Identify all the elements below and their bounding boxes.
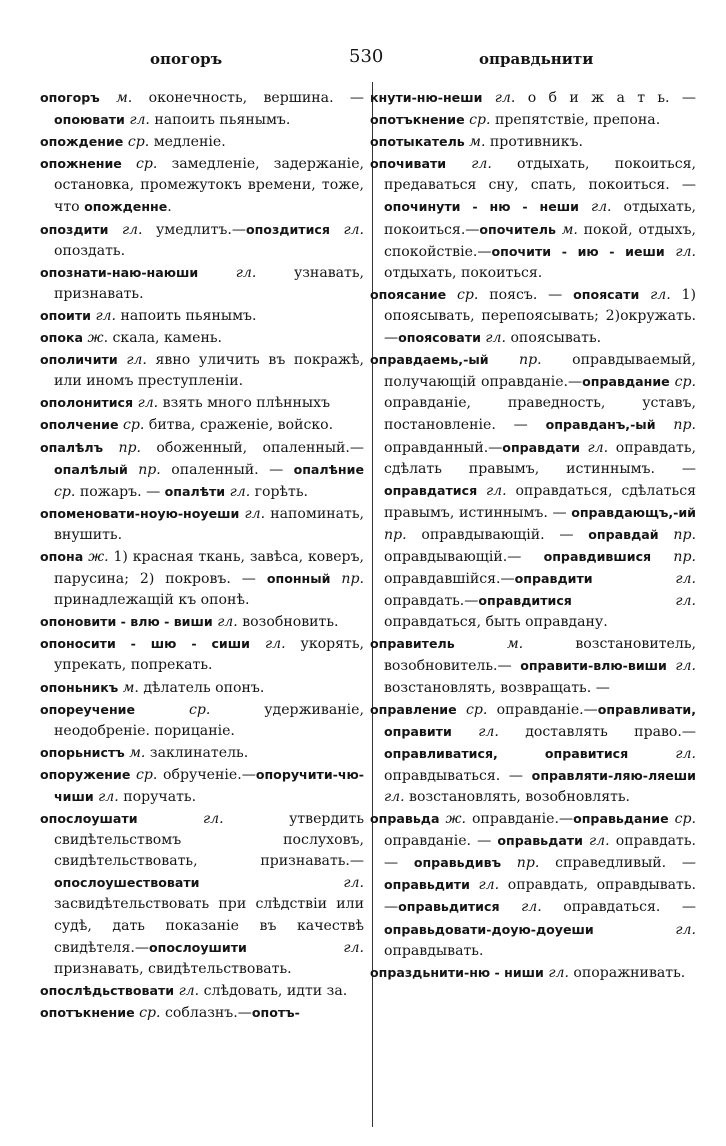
grammar-label: гл. — [675, 571, 696, 588]
grammar-label: ср. — [54, 483, 76, 500]
grammar-label: гл. — [235, 264, 257, 281]
headword: опожнение — [40, 156, 122, 172]
definition-text — [135, 702, 189, 718]
grammar-label: ср. — [139, 1004, 161, 1021]
definition-text: отдыхать, покоиться. — [384, 264, 543, 281]
dictionary-entry — [40, 633, 364, 676]
grammar-label: гл. — [343, 221, 365, 238]
dictionary-entry — [370, 349, 696, 633]
definition-text: оправдывать. — [384, 942, 484, 959]
subentry-word: оправьдити — [384, 877, 470, 893]
definition-text: покой, отдыхъ, спокойствіе.— — [384, 221, 696, 260]
grammar-label: гл. — [126, 352, 147, 369]
grammar-label: гл. — [343, 875, 364, 892]
headword: опона — [40, 548, 84, 564]
grammar-label: гл. — [129, 112, 150, 129]
subentry-word: опонный — [266, 571, 331, 587]
definition-text: битва, сраженіе, войско. — [144, 417, 334, 434]
grammar-label: гл. — [343, 939, 364, 956]
definition-text: горѣть. — [250, 483, 309, 500]
subentry-word: оправьдитися — [398, 899, 500, 915]
dictionary-entry — [40, 305, 364, 327]
subentry-word: опослоушити — [148, 939, 247, 955]
subentry-word: опоювати — [54, 112, 125, 128]
dictionary-entry — [40, 699, 364, 742]
running-head-right: оправдьнити — [479, 50, 594, 68]
subentry-word: опоручити-чю-чиши — [54, 766, 364, 804]
dictionary-entry — [370, 699, 696, 808]
dictionary-entry — [40, 611, 364, 633]
definition-text — [247, 940, 344, 956]
definition-text: взять много плѣнныхъ — [158, 395, 331, 412]
subentry-word: оправити-влю-виши — [520, 658, 667, 674]
grammar-label: ср. — [188, 701, 211, 718]
dictionary-entry — [40, 349, 364, 392]
subentry-word: оправдившися — [543, 548, 652, 564]
grammar-label: гл. — [521, 899, 542, 916]
dictionary-entry — [370, 284, 696, 349]
subentry-word: опоясовати — [398, 330, 481, 346]
definition-text: возстановитель, возобновитель.— — [384, 636, 696, 675]
grammar-label: ж. — [87, 330, 109, 347]
subentry-word: оправьдати — [497, 833, 583, 849]
dictionary-entry — [370, 962, 696, 984]
grammar-label: ср. — [136, 156, 158, 173]
subentry-word: опоздитися — [245, 221, 330, 237]
definition-text: оконечность, вершина. — — [132, 90, 364, 106]
definition-text — [594, 922, 676, 938]
definition-text: утвердить свидѣтельствомъ послуховъ, свидѣтельствовать, признавать.— — [54, 811, 364, 870]
definition-text: о б и ж а т ь. — — [515, 90, 696, 106]
subentry-word: опалѣти — [164, 483, 226, 499]
grammar-label: гл. — [217, 614, 238, 631]
definition-text: оправданіе.— — [487, 701, 598, 718]
definition-text: оправдываемый, получающій оправданіе.— — [384, 352, 696, 391]
definition-text: пожаръ. — — [75, 483, 165, 500]
grammar-label: пр. — [118, 439, 142, 456]
definition-text: заклинатель. — [145, 744, 249, 761]
definition-text — [572, 593, 676, 609]
dictionary-entry — [370, 87, 696, 131]
subentry-word: оправдити — [514, 571, 593, 587]
subentry-word: опотъ- — [251, 1004, 300, 1020]
definition-text — [100, 90, 116, 106]
dictionary-entry — [40, 327, 364, 349]
grammar-label: ср. — [122, 417, 145, 434]
dictionary-entry — [40, 153, 364, 218]
definition-text — [639, 287, 650, 303]
definition-text — [199, 875, 343, 891]
grammar-label: гл. — [95, 307, 117, 324]
definition-text: опоясывать. — [505, 330, 602, 347]
dictionary-entry — [370, 131, 696, 153]
definition-text — [330, 222, 343, 238]
definition-text: оправдать.— — [384, 593, 479, 610]
grammar-label: гл. — [244, 505, 266, 522]
headword: опалѣлъ — [40, 439, 104, 455]
grammar-label: гл. — [587, 439, 609, 456]
grammar-label: гл. — [650, 286, 671, 303]
grammar-label: гл. — [548, 964, 569, 981]
headword: опотъкнение — [40, 1004, 135, 1020]
headword: опоносити - шю - сиши — [40, 636, 250, 652]
grammar-label: м. — [561, 221, 578, 238]
headword: опорьнистъ — [40, 744, 125, 760]
grammar-label: ср. — [469, 112, 491, 129]
headword: оправитель — [370, 636, 455, 652]
grammar-label: гл. — [478, 723, 499, 740]
definition-text: оправдаться, сдѣлаться правымъ, истиннымъ. — — [384, 482, 697, 521]
headword: опотыкатель — [370, 134, 465, 150]
definition-text — [665, 244, 676, 260]
subentry-word: оправливатися, оправитися — [384, 745, 629, 761]
grammar-label: ср. — [674, 374, 697, 391]
definition-text: 1) опоясывать, перепоясывать; 2)окружать.— — [384, 286, 697, 347]
definition-text — [446, 287, 457, 303]
definition-text: оправдывающій.— — [384, 548, 544, 565]
dictionary-entry — [40, 742, 364, 764]
definition-text: удерживаніе, неодобреніе. порицаніе. — [54, 701, 364, 739]
grammar-label: гл. — [98, 789, 119, 805]
left-column — [40, 87, 364, 1024]
subentry-word: опотъкнение — [370, 112, 465, 128]
dictionary-entry — [40, 87, 364, 131]
grammar-label: м. — [129, 744, 146, 761]
definition-text: оправдывающій. — — [406, 526, 589, 543]
grammar-label: м. — [506, 636, 524, 653]
definition-text — [628, 746, 675, 762]
definition-text — [659, 527, 674, 543]
grammar-label: гл. — [589, 833, 610, 850]
headword: опоружение — [40, 766, 131, 782]
subentry-word: опоясати — [573, 286, 640, 302]
grammar-label: гл. — [675, 243, 696, 260]
headword: опореучение — [40, 701, 136, 717]
headword: опраздьнити-ню - ниши — [370, 964, 544, 980]
definition-text — [446, 156, 471, 172]
definition-text: отдыхать, покоиться, предаваться сну, спать, покоиться. — — [384, 156, 696, 194]
definition-text: возстановлять, возобновлять. — [404, 789, 631, 805]
subentry-word: опожденне — [84, 199, 168, 215]
headword: опоновити - влю - виши — [40, 614, 213, 630]
grammar-label: гл. — [675, 921, 696, 938]
subentry-word: оправдатися — [384, 482, 478, 498]
headword: ополчение — [40, 417, 119, 433]
grammar-label: гл. — [590, 199, 612, 216]
grammar-label: ср. — [127, 134, 150, 151]
definition-text — [489, 352, 520, 368]
dictionary-entry — [40, 219, 364, 262]
definition-text: признавать, свидѣтельствовать. — [54, 960, 292, 977]
definition-text — [138, 811, 203, 827]
headword: опослоушати — [40, 811, 138, 827]
definition-text: оправдаться. — — [541, 899, 697, 916]
dictionary-entry — [40, 764, 364, 808]
definition-text — [477, 483, 486, 499]
dictionary-entry — [40, 677, 364, 699]
definition-text: опоражнивать. — [568, 964, 686, 981]
definition-text — [198, 265, 236, 281]
headword: ополонитися — [40, 395, 134, 411]
dictionary-entry — [40, 437, 364, 503]
definition-text: возстановлять, возвращать. — — [384, 679, 610, 696]
dictionary-entry — [370, 153, 696, 284]
subentry-word: опалѣлый — [54, 461, 128, 477]
grammar-label: пр. — [673, 526, 696, 543]
subentry-word: оправливати, оправити — [384, 701, 696, 739]
grammar-label: гл. — [384, 789, 405, 805]
definition-text — [103, 440, 118, 456]
grammar-label: гл. — [675, 658, 696, 675]
definition-text: обрученіе.— — [157, 766, 256, 783]
subentry-word: опослоушествовати — [54, 875, 200, 891]
definition-text: засвидѣтельствовать при слѣдствіи или судѣ, дать показаніе въ качествѣ свидѣтеля.— — [54, 896, 364, 956]
subentry-word: опочитель — [479, 221, 556, 237]
headword: опослѣдьствовати — [40, 982, 175, 998]
definition-text: препятствіе, препона. — [490, 112, 661, 129]
definition-text: явно уличить въ покражѣ, или иномъ преступленіи. — [54, 352, 364, 390]
definition-text: оправдавшійся.— — [384, 571, 515, 588]
grammar-label: ср. — [136, 766, 158, 783]
grammar-label: ср. — [456, 286, 479, 303]
grammar-label: пр. — [341, 571, 365, 588]
subentry-word: оправдай — [588, 526, 659, 542]
grammar-label: ж. — [445, 811, 466, 828]
headword: оправьда — [370, 811, 440, 827]
grammar-label: гл. — [229, 483, 251, 500]
definition-text — [128, 462, 138, 478]
dictionary-entry — [40, 980, 364, 1002]
definition-text — [500, 899, 522, 915]
page-number: 530 — [349, 46, 384, 67]
headword: опока — [40, 330, 84, 346]
page-header — [0, 40, 726, 80]
definition-text — [455, 636, 507, 652]
dictionary-entry — [40, 808, 364, 980]
definition-text: поясъ. — — [478, 286, 574, 303]
grammar-label: пр. — [516, 855, 540, 872]
grammar-label: пр. — [138, 461, 161, 478]
dictionary-entry — [40, 392, 364, 414]
definition-text — [501, 855, 517, 871]
subentry-word: оправданъ,-ый — [545, 417, 656, 433]
definition-text: соблазнъ.— — [160, 1004, 252, 1021]
headword: опочивати — [370, 156, 447, 172]
definition-text: скала, камень. — [108, 330, 223, 347]
grammar-label: ср. — [674, 811, 697, 828]
definition-text: оправданіе.— — [465, 811, 574, 828]
definition-text: слѣдовать, идти за. — [199, 982, 348, 999]
definition-text: принадлежащій къ опонѣ. — [54, 592, 250, 609]
subentry-word: кнути-ню-неши — [370, 90, 483, 105]
grammar-label: гл. — [203, 811, 224, 828]
subentry-word: опочинути - ню - неши — [384, 199, 579, 215]
definition-text: обоженный, опаленный.— — [141, 439, 364, 456]
headword: опоясание — [370, 286, 447, 302]
definition-text: оправдать, оправдывать.— — [384, 877, 696, 916]
definition-text: противникъ. — [485, 134, 583, 151]
grammar-label: пр. — [519, 352, 542, 369]
definition-text: напоить пьянымъ. — [116, 307, 257, 324]
definition-text: напоминать, внушить. — [54, 505, 364, 543]
subentry-word: опочити - ию - иеши — [491, 243, 665, 259]
subentry-word: оправьдовати-доую-доуеши — [384, 921, 594, 937]
headword: опознати-наю-наюши — [40, 264, 199, 280]
subentry-word: оправдающъ,-ий — [571, 504, 696, 520]
subentry-word: оправдати — [502, 439, 580, 455]
dictionary-entry — [40, 503, 364, 546]
dictionary-entry — [40, 262, 364, 305]
headword: оправдаемь,-ый — [370, 352, 489, 368]
definition-text: медленіе. — [149, 134, 226, 151]
definition-text — [250, 636, 265, 652]
subentry-word: опалѣние — [293, 461, 364, 477]
grammar-label: гл. — [178, 982, 200, 999]
grammar-label: гл. — [478, 877, 500, 894]
definition-text: 1) красная ткань, завѣса, коверъ, парусина; 2) покровъ. — — [54, 548, 365, 588]
definition-text: оправдать. — — [384, 833, 696, 872]
grammar-label: пр. — [673, 548, 696, 565]
definition-text — [482, 90, 494, 106]
definition-text: возобновить. — [237, 614, 339, 631]
definition-text: замедленіе, задержаніе, остановка, промежутокъ времени, тоже, что — [54, 156, 365, 216]
definition-text: дѣлатель опонъ. — [138, 679, 265, 696]
definition-text — [457, 702, 466, 718]
dictionary-entry — [40, 131, 364, 153]
headword: опогоръ — [40, 90, 100, 105]
grammar-label: м. — [122, 679, 139, 696]
grammar-label: гл. — [486, 482, 507, 499]
grammar-label: гл. — [471, 156, 492, 173]
definition-text: опаленный. — — [160, 461, 294, 478]
headword: опождение — [40, 134, 124, 150]
grammar-label: гл. — [485, 330, 506, 347]
subentry-word: оправьдивъ — [413, 855, 502, 871]
headword: опоздити — [40, 221, 109, 237]
headword: опоити — [40, 307, 91, 323]
right-column — [370, 87, 696, 984]
grammar-label: гл. — [264, 636, 286, 653]
headword: опоньникъ — [40, 679, 119, 695]
subentry-word: оправьдание — [573, 811, 669, 827]
subentry-word: оправляти-ляю-ляеши — [531, 767, 696, 783]
definition-text: умедлитъ.— — [142, 221, 246, 238]
definition-text — [656, 417, 674, 433]
definition-text: оправдать, сдѣлать правымъ, истиннымъ. — — [384, 439, 696, 477]
dictionary-entry — [40, 414, 364, 436]
definition-text — [579, 199, 591, 215]
definition-text: поручать. — [118, 789, 197, 805]
definition-text: оправданіе. — — [384, 833, 498, 850]
dictionary-entry — [370, 808, 696, 962]
definition-text: доставлять право.— — [498, 723, 696, 740]
grammar-label: гл. — [675, 745, 696, 762]
definition-text — [330, 571, 341, 587]
definition-text — [593, 571, 676, 587]
definition-text: напоить пьянымъ. — [149, 112, 291, 129]
grammar-label: ж. — [88, 548, 109, 565]
dictionary-entry — [40, 546, 364, 611]
subentry-word: оправдание — [582, 374, 670, 390]
running-head-left: опогоръ — [150, 50, 223, 68]
grammar-label: гл. — [137, 395, 159, 412]
dictionary-entry — [370, 633, 696, 698]
definition-text: оправданіе, праведность, уставъ, постановленіе. — — [384, 395, 696, 434]
definition-text — [118, 352, 127, 368]
definition-text: оправдаться, быть оправдану. — [384, 614, 608, 631]
grammar-label: гл. — [121, 221, 143, 238]
definition-text — [108, 222, 121, 238]
headword: оправление — [370, 701, 457, 717]
headword: опоменовати-ноую-ноуеши — [40, 505, 240, 521]
definition-text — [470, 877, 479, 893]
grammar-label: пр. — [384, 526, 407, 543]
definition-text: узнавать, признавать. — [54, 264, 365, 302]
definition-text — [651, 549, 673, 565]
definition-text: справедливый. — — [539, 855, 696, 872]
definition-text: укорять, упрекать, попрекать. — [54, 636, 364, 674]
definition-text: отдыхать, покоиться.— — [384, 199, 697, 238]
grammar-label: ср. — [465, 701, 488, 718]
dictionary-entry — [40, 1002, 364, 1024]
grammar-label: гл. — [675, 593, 696, 610]
definition-text: . — [167, 199, 172, 216]
subentry-word: оправдитися — [478, 593, 572, 609]
grammar-label: м. — [469, 134, 486, 151]
grammar-label: пр. — [673, 417, 696, 434]
definition-text: оправдываться. — — [384, 767, 532, 784]
definition-text — [580, 440, 588, 456]
definition-text — [122, 156, 136, 172]
headword: ополичити — [40, 352, 118, 368]
definition-text: оправданный.— — [384, 439, 503, 456]
grammar-label: гл. — [494, 90, 516, 106]
definition-text: опоздать. — [54, 242, 126, 259]
grammar-label: м. — [116, 90, 133, 106]
definition-text — [452, 724, 478, 740]
